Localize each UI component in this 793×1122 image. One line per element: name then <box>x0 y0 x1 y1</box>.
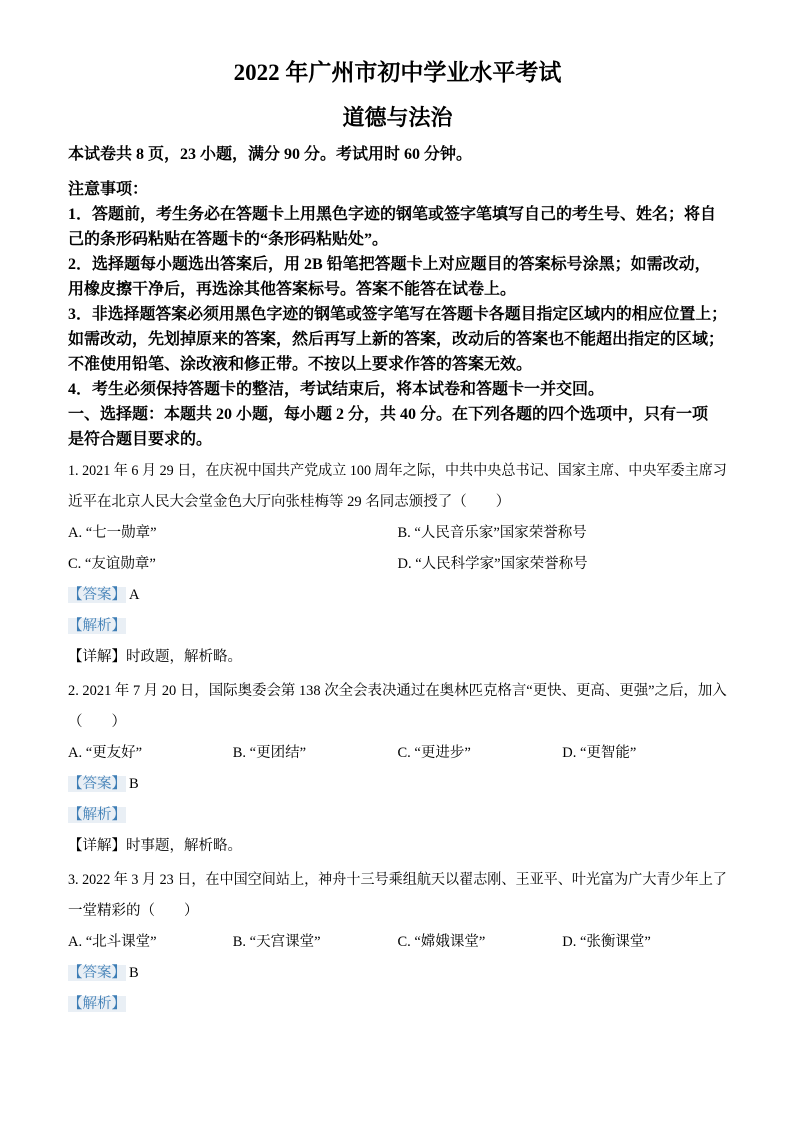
detail-label: 【详解】 <box>68 649 126 665</box>
text-line: 3．非选择题答案必须用黑色字迹的钢笔或签字笔写在答题卡各题目指定区域内的相应位置上； <box>68 306 728 323</box>
answer-value: A <box>129 587 140 603</box>
answer-label: 【答案】 <box>68 776 126 792</box>
text-line: 2．选择题每小题选出答案后，用 2B 铅笔把答题卡上对应题目的答案标号涂黑；如需改动， <box>68 256 711 273</box>
answer-value: B <box>129 776 139 792</box>
question-2 <box>68 676 727 862</box>
text-line: 1. 2021 年 6 月 29 日，在庆祝中国共产党成立 100 周年之际，中共中央总书记、国家主席、中央军委主席习 <box>68 463 727 479</box>
detail-line <box>68 831 727 862</box>
notice-2 <box>68 252 727 302</box>
exam-info: 本试卷共 8 页，23 小题，满分 90 分。考试用时 60 分钟。 <box>68 146 473 163</box>
exam-intro <box>68 142 727 452</box>
text-line: 近平在北京人民大会堂金色大厅向张桂梅等 29 名同志颁授了（ ） <box>68 494 511 510</box>
text-line: 2. 2021 年 7 月 20 日，国际奥委会第 138 次全会表决通过在奥林匹克格言“更快、更高、更强”之后，加入 <box>68 683 727 699</box>
page-subtitle: 道德与法治 <box>342 105 453 130</box>
detail-text: 时事题，解析略。 <box>126 838 242 854</box>
option-b: B. “更团结” <box>232 745 307 761</box>
text-line: 一堂精彩的（ ） <box>68 903 199 919</box>
question-3 <box>68 865 727 1020</box>
text-line: 己的条形码粘贴在答题卡的“条形码粘贴处”。 <box>68 231 389 248</box>
question-1-options <box>68 518 727 580</box>
question-1-stem <box>68 456 727 518</box>
notice-3 <box>68 302 727 377</box>
option-d: D. “更智能” <box>562 745 637 761</box>
section-heading <box>68 402 727 452</box>
answer-line <box>68 958 727 989</box>
answer-line <box>68 769 727 800</box>
analysis-label: 【解析】 <box>68 996 126 1012</box>
text-line: 用橡皮擦干净后，再选涂其他答案标号。答案不能答在试卷上。 <box>68 281 517 298</box>
question-2-options <box>68 738 727 769</box>
option-d: D. “人民科学家”国家荣誉称号 <box>397 556 588 572</box>
option-b: B. “人民音乐家”国家荣誉称号 <box>397 525 587 541</box>
notice-1 <box>68 202 727 252</box>
question-2-stem <box>68 676 727 738</box>
answer-label: 【答案】 <box>68 965 126 981</box>
answer-value: B <box>129 965 139 981</box>
option-a: A. “北斗课堂” <box>68 934 157 950</box>
answer-line <box>68 580 727 611</box>
option-a: A. “七一勋章” <box>68 525 157 541</box>
text-line: 如需改动，先划掉原来的答案，然后再写上新的答案，改动后的答案也不能超出指定的区域； <box>68 331 725 348</box>
analysis-line <box>68 989 727 1020</box>
text-line: 一、选择题：本题共 20 小题，每小题 2 分，共 40 分。在下列各题的四个选项中，只有一项 <box>68 406 709 423</box>
text-line: 1．答题前，考生务必在答题卡上用黑色字迹的钢笔或签字笔填写自己的考生号、姓名；将自 <box>68 206 717 223</box>
text-line: 4．考生必须保持答题卡的整洁，考试结束后，将本试卷和答题卡一并交回。 <box>68 381 605 398</box>
answer-label: 【答案】 <box>68 587 126 603</box>
text-line: 3. 2022 年 3 月 23 日，在中国空间站上，神舟十三号乘组航天以翟志刚、王亚平、叶光富为广大青少年上了 <box>68 872 727 888</box>
question-3-stem <box>68 865 727 927</box>
detail-label: 【详解】 <box>68 838 126 854</box>
option-c: C. “嫦娥课堂” <box>397 934 486 950</box>
question-3-options <box>68 927 727 958</box>
question-1 <box>68 456 727 673</box>
analysis-label: 【解析】 <box>68 807 126 823</box>
option-a: A. “更友好” <box>68 745 143 761</box>
page-title: 2022 年广州市初中学业水平考试 <box>233 60 562 85</box>
detail-line <box>68 642 727 673</box>
analysis-label: 【解析】 <box>68 618 126 634</box>
option-d: D. “张衡课堂” <box>562 934 651 950</box>
option-c: C. “友谊勋章” <box>68 556 156 572</box>
analysis-line <box>68 611 727 642</box>
analysis-line <box>68 800 727 831</box>
option-c: C. “更进步” <box>397 745 471 761</box>
text-line: 是符合题目要求的。 <box>68 431 213 448</box>
text-line: （ ） <box>68 714 126 730</box>
detail-text: 时政题，解析略。 <box>126 649 242 665</box>
notice-4 <box>68 377 727 402</box>
text-line: 不准使用铅笔、涂改液和修正带。不按以上要求作答的答案无效。 <box>68 356 533 373</box>
notice-heading: 注意事项： <box>68 181 149 198</box>
question-list <box>68 456 727 1020</box>
option-b: B. “天宫课堂” <box>232 934 321 950</box>
